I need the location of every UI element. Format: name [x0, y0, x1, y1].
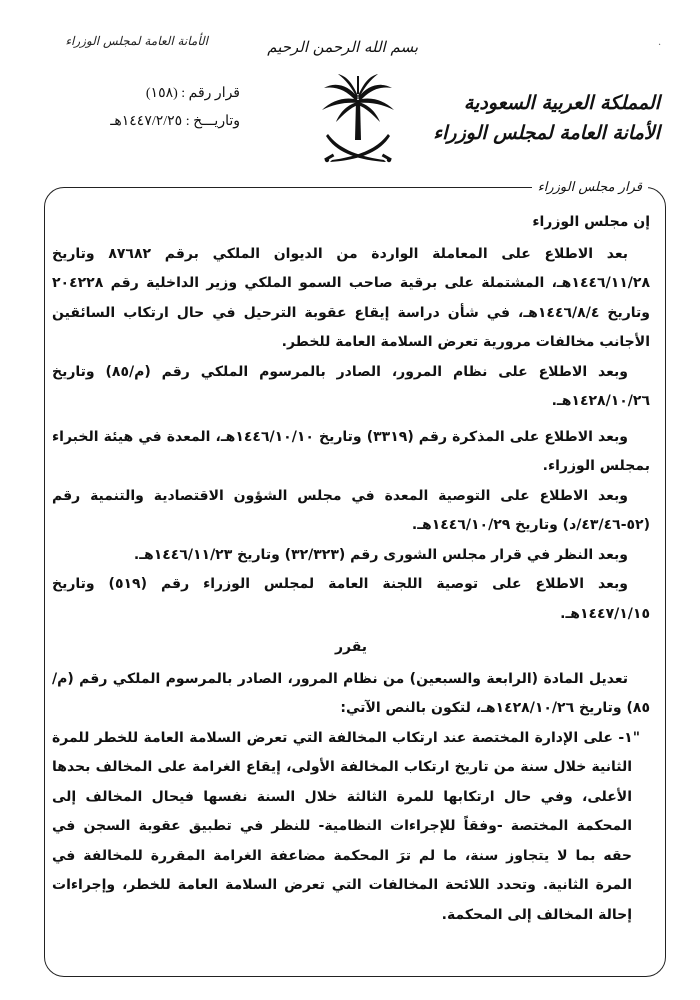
- paragraph: وبعد الاطلاع على توصية اللجنة العامة لمجلس الوزراء رقم (٥١٩) وتاريخ ١٤٤٧/١/١٥هـ.: [52, 576, 650, 622]
- scan-mark: ·: [658, 40, 662, 51]
- amended-clause: "١- على الإدارة المختصة عند ارتكاب المخالفة التي تعرض السلامة العامة للخطر للمرة الثانية خلال سنة من تاريخ ارتكاب المخالفة الأولى، إيقاع الغرامة على المخالف بحدها الأعلى، وفي حال ارتكابها للمرة الثالثة خلال السنة نفسها فيحال المخالف إلى المحكمة المختصة -وفقاً للإجراءات النظامية- للنظر في تطبيق عقوبة السجن في حقه بما لا يتجاوز سنة، ما لم ترَ المحكمة مضاعفة الغرامة المقررة للمخالفة في المرة الثانية. وتحدد اللائحة المخالفات التي تعرض السلامة العامة للخطر، وإجراءات إحالة المخالف إلى المحكمة.: [52, 729, 640, 923]
- decision-meta: [60, 80, 240, 136]
- decides-heading: يقرر: [334, 639, 368, 655]
- letterhead: [433, 88, 660, 148]
- paragraph: وبعد النظر في قرار مجلس الشورى رقم (٣٢/٣٢٣) وتاريخ ١٤٤٦/١١/٢٣هـ.: [133, 546, 628, 563]
- secretariat-mark: الأمانة العامة لمجلس الوزراء: [65, 34, 208, 48]
- amendment-paragraph: تعديل المادة (الرابعة والسبعين) من نظام المرور، الصادر بالمرسوم الملكي رقم (م/٨٥) وتاريخ ١٤٢٨/١٠/٢٦هـ، لتكون بالنص الآتي:: [52, 670, 650, 716]
- frame-title: قرار مجلس الوزراء: [532, 178, 648, 198]
- intro-line: إن مجلس الوزراء: [532, 214, 650, 230]
- saudi-emblem-icon: [318, 74, 398, 168]
- basmala: بسم الله الرحمن الرحيم: [267, 38, 418, 56]
- decision-body: [52, 208, 650, 930]
- decision-number: قرار رقم : (١٥٨): [145, 86, 240, 101]
- decision-date: وتاريـــخ : ١٤٤٧/٢/٢٥هـ: [110, 114, 240, 129]
- paragraph: وبعد الاطلاع على التوصية المعدة في مجلس الشؤون الاقتصادية والتنمية رقم (٥٢-٤٣/٤٦/د) وتاريخ ١٤٤٦/١٠/٢٩هـ.: [52, 487, 650, 533]
- paragraph: وبعد الاطلاع على نظام المرور، الصادر بالمرسوم الملكي رقم (م/٨٥) وتاريخ ١٤٢٨/١٠/٢٦هـ.: [52, 363, 650, 409]
- kingdom-name: المملكة العربية السعودية: [463, 92, 660, 114]
- paragraph: بعد الاطلاع على المعاملة الواردة من الديوان الملكي برقم ٨٧٦٨٢ وتاريخ ١٤٤٦/١١/٢٨هـ، المشتملة على برقية صاحب السمو الملكي وزير الداخلية رقم ٢٠٤٢٢٨ وتاريخ ١٤٤٦/٨/٤هـ، في شأن دراسة إيقاع عقوبة الترحيل في حال ارتكاب السائقين الأجانب مخالفات مرورية تعرض السلامة العامة للخطر.: [52, 245, 650, 350]
- secretariat-name: الأمانة العامة لمجلس الوزراء: [433, 122, 660, 144]
- paragraph: وبعد الاطلاع على المذكرة رقم (٣٣١٩) وتاريخ ١٤٤٦/١٠/١٠هـ، المعدة في هيئة الخبراء بمجلس الوزراء.: [52, 428, 650, 474]
